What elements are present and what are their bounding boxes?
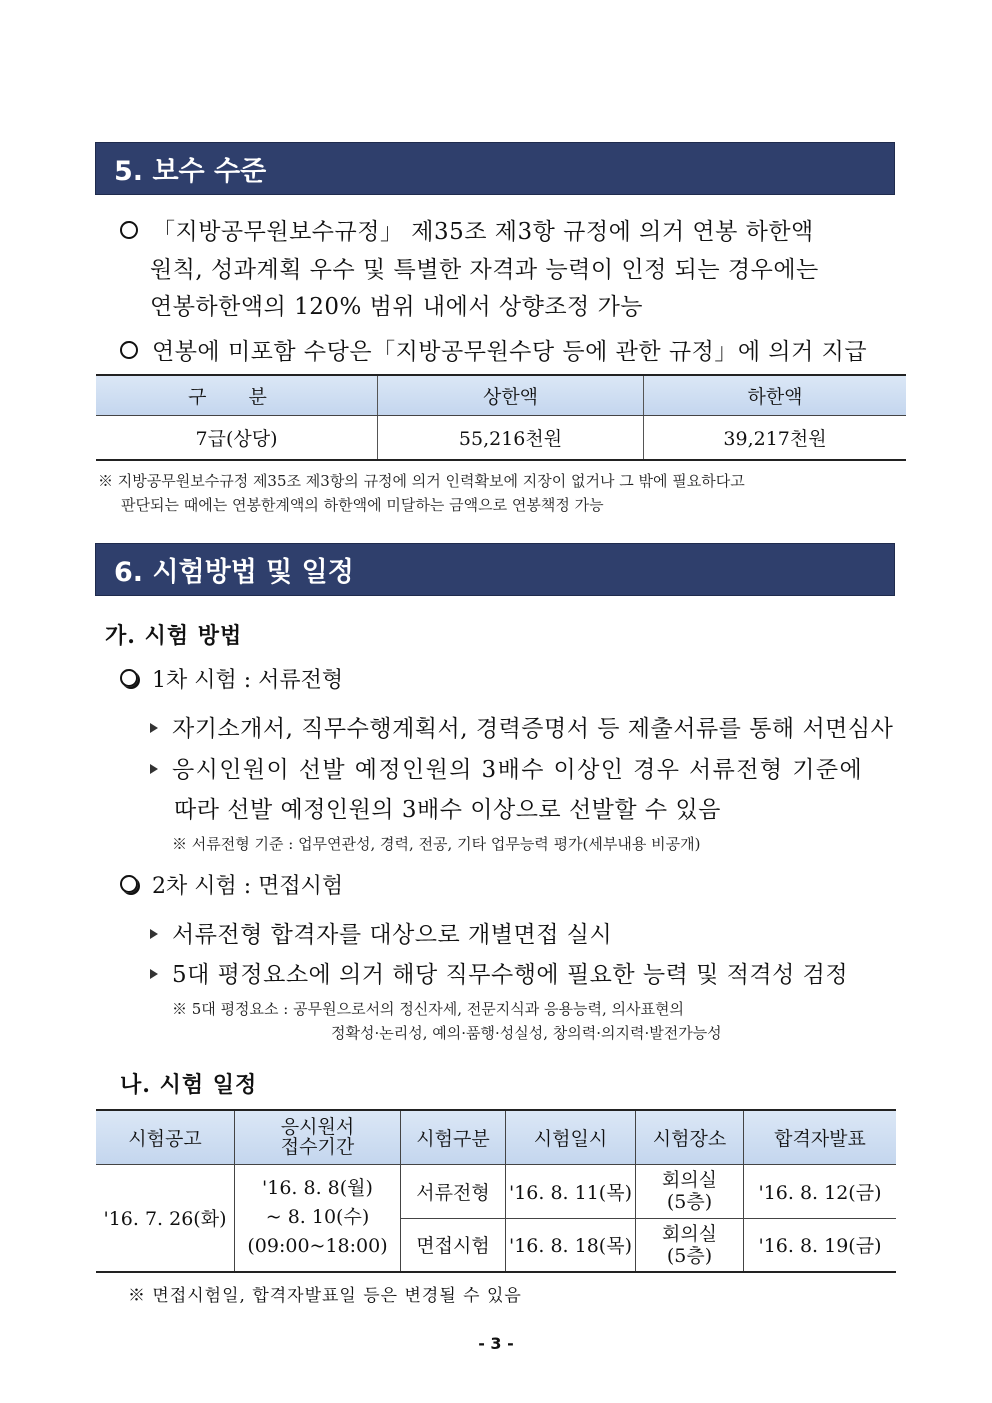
- second-exam-note-line2: 정확성·논리성, 예의·품행·성실성, 창의력·의지력·발전가능성: [331, 1024, 722, 1042]
- schedule-header-announce: 시험공고: [96, 1110, 235, 1164]
- schedule-header-type: 시험구분: [401, 1110, 506, 1164]
- circle-bullet-icon: [120, 221, 138, 239]
- salary-table: [96, 374, 906, 461]
- schedule-type: 면접시험: [401, 1218, 506, 1272]
- table-row: [96, 1164, 896, 1218]
- first-exam-item-2: 응시인원이 선발 예정인원의 3배수 이상인 경우 서류전형 기준에: [150, 751, 863, 784]
- salary-header-min: 하한액: [644, 375, 907, 415]
- schedule-place: 회의실 (5층): [636, 1218, 744, 1272]
- triangle-bullet-icon: [150, 929, 158, 939]
- schedule-result: '16. 8. 12(금): [744, 1164, 897, 1218]
- second-exam-item-2: 5대 평정요소에 의거 해당 직무수행에 필요한 능력 및 적격성 검정: [150, 956, 848, 989]
- section-6-title: 6. 시험방법 및 일정: [114, 557, 354, 588]
- triangle-bullet-icon: [150, 723, 158, 733]
- section-5-title: 5. 보수 수준: [114, 156, 267, 187]
- salary-grade: 7급(상당): [96, 415, 378, 460]
- section-5-header: [95, 142, 895, 195]
- schedule-result: '16. 8. 19(금): [744, 1218, 897, 1272]
- schedule-footer-note: ※ 면접시험일, 합격자발표일 등은 변경될 수 있음: [128, 1286, 522, 1306]
- schedule-header-place: 시험장소: [636, 1110, 744, 1164]
- salary-note-line1: ※ 지방공무원보수규정 제35조 제3항의 규정에 의거 인력확보에 지장이 없거나 그 밖에 필요하다고: [98, 472, 745, 490]
- salary-header-category: 구 분: [96, 375, 378, 415]
- circle-bullet-icon: [120, 875, 138, 893]
- salary-bullet-2: 연봉에 미포함 수당은「지방공무원수당 등에 관한 규정」에 의거 지급: [120, 333, 867, 366]
- schedule-apply-period: '16. 8. 8(월) ~ 8. 10(수) (09:00~18:00): [235, 1164, 401, 1272]
- section-6-header: [95, 543, 895, 596]
- schedule-table: [96, 1109, 896, 1273]
- salary-note-line2: 판단되는 때에는 연봉한계액의 하한액에 미달하는 금액으로 연봉책정 가능: [121, 496, 604, 514]
- schedule-date: '16. 8. 18(목): [506, 1218, 636, 1272]
- schedule-header-result: 합격자발표: [744, 1110, 897, 1164]
- schedule-announce: '16. 7. 26(화): [96, 1164, 235, 1272]
- schedule-date: '16. 8. 11(목): [506, 1164, 636, 1218]
- second-exam: 2차 시험 : 면접시험: [120, 869, 343, 900]
- first-exam: 1차 시험 : 서류전형: [120, 663, 343, 694]
- schedule-place: 회의실 (5층): [636, 1164, 744, 1218]
- first-exam-note: ※ 서류전형 기준 : 업무연관성, 경력, 전공, 기타 업무능력 평가(세부내용 비공개): [172, 835, 701, 853]
- schedule-header-date: 시험일시: [506, 1110, 636, 1164]
- schedule-header-apply: 응시원서 접수기간: [235, 1110, 401, 1164]
- second-exam-note-line1: ※ 5대 평정요소 : 공무원으로서의 정신자세, 전문지식과 응용능력, 의사표현의: [172, 1000, 684, 1018]
- exam-schedule-heading: 나. 시험 일정: [120, 1072, 258, 1098]
- salary-min: 39,217천원: [644, 415, 907, 460]
- salary-bullet-1: 「지방공무원보수규정」 제35조 제3항 규정에 의거 연봉 하한액: [120, 213, 814, 246]
- triangle-bullet-icon: [150, 969, 158, 979]
- first-exam-item-1: 자기소개서, 직무수행계획서, 경력증명서 등 제출서류를 통해 서면심사: [150, 710, 893, 743]
- first-exam-item-2-line2: 따라 선발 예정인원의 3배수 이상으로 선발할 수 있음: [174, 797, 721, 823]
- page-number: - 3 -: [478, 1334, 514, 1353]
- second-exam-item-1: 서류전형 합격자를 대상으로 개별면접 실시: [150, 916, 612, 949]
- salary-header-max: 상한액: [378, 375, 644, 415]
- salary-max: 55,216천원: [378, 415, 644, 460]
- circle-bullet-icon: [120, 341, 138, 359]
- salary-bullet-1-line3: 연봉하한액의 120% 범위 내에서 상향조정 가능: [150, 294, 644, 320]
- salary-bullet-1-line2: 원칙, 성과계획 우수 및 특별한 자격과 능력이 인정 되는 경우에는: [150, 257, 819, 283]
- circle-bullet-icon: [120, 669, 138, 687]
- triangle-bullet-icon: [150, 764, 158, 774]
- schedule-type: 서류전형: [401, 1164, 506, 1218]
- exam-method-heading: 가. 시험 방법: [105, 623, 243, 649]
